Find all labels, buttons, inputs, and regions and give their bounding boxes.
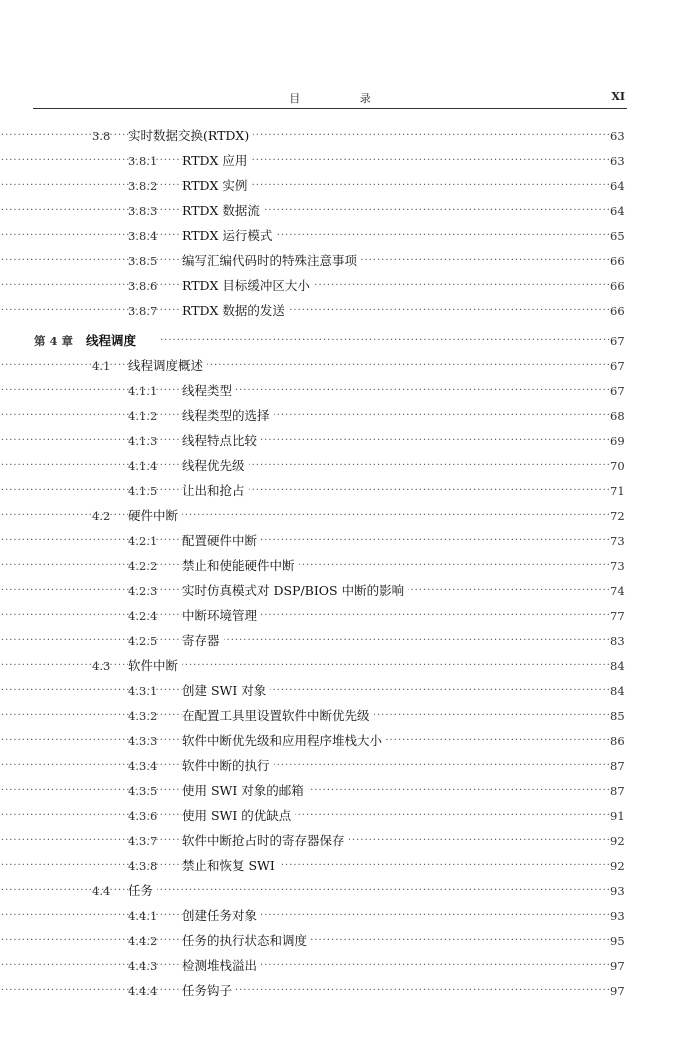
toc-entry-number: 4.3.6 <box>128 809 158 823</box>
toc-leader-dots <box>0 631 611 651</box>
toc-entry-number: 3.8.4 <box>128 229 158 243</box>
toc-entry-page: 87 <box>610 759 625 773</box>
toc-entry-title: 软件中断抢占时的寄存器保存 <box>182 831 349 851</box>
toc-leader-dots <box>0 881 611 901</box>
toc-leader-dots <box>0 756 611 776</box>
toc-entry-number: 4.1 <box>92 359 111 373</box>
toc-entry-page: 84 <box>610 659 625 673</box>
toc-entry[interactable] <box>0 706 683 726</box>
toc-entry[interactable] <box>0 806 683 826</box>
toc-leader-dots <box>0 201 611 221</box>
toc-entry[interactable] <box>0 456 683 476</box>
toc-entry-number: 4.1.4 <box>128 459 158 473</box>
header-page-number: XI <box>611 90 625 103</box>
toc-entry-title: 编写汇编代码时的特殊注意事项 <box>182 251 361 271</box>
toc-entry-title: 使用 SWI 对象的邮箱 <box>182 781 308 801</box>
toc-entry[interactable] <box>0 631 683 651</box>
toc-entry-title: 实时数据交换(RTDX) <box>128 126 253 146</box>
toc-entry[interactable] <box>0 931 683 951</box>
toc-entry-page: 64 <box>610 179 625 193</box>
toc-entry-title: 任务的执行状态和调度 <box>182 931 311 951</box>
toc-entry[interactable] <box>0 276 683 296</box>
toc-entry-page: 77 <box>610 609 625 623</box>
toc-entry[interactable] <box>0 506 683 526</box>
toc-entry[interactable] <box>0 831 683 851</box>
toc-entry-title: RTDX 数据流 <box>182 201 264 221</box>
toc-entry-number: 4.1.2 <box>128 409 158 423</box>
toc-entry-page: 67 <box>610 359 625 373</box>
toc-entry-number: 4.3.3 <box>128 734 158 748</box>
toc-entry-number: 4.4.1 <box>128 909 158 923</box>
toc-leader-dots <box>0 656 611 676</box>
toc-entry-title: 软件中断优先级和应用程序堆栈大小 <box>182 731 386 751</box>
toc-leader-dots <box>0 301 611 321</box>
toc-entry[interactable] <box>0 656 683 676</box>
toc-entry-number: 3.8.6 <box>128 279 158 293</box>
toc-leader-dots <box>0 506 611 526</box>
toc-entry-title: RTDX 数据的发送 <box>182 301 289 321</box>
toc-entry-number: 4.4.4 <box>128 984 158 998</box>
toc-entry-title: 让出和抢占 <box>182 481 249 501</box>
toc-entry[interactable] <box>0 226 683 246</box>
toc-entry[interactable] <box>0 481 683 501</box>
toc-entry-number: 4.2 <box>92 509 111 523</box>
toc-entry-number: 4.3.8 <box>128 859 158 873</box>
toc-entry-page: 87 <box>610 784 625 798</box>
toc-entry[interactable] <box>0 856 683 876</box>
toc-entry-title: 线程类型的选择 <box>182 406 274 426</box>
toc-entry-number: 3.8.5 <box>128 254 158 268</box>
toc-leader-dots <box>0 381 611 401</box>
toc-entry-number: 3.8.7 <box>128 304 158 318</box>
toc-entry[interactable] <box>0 581 683 601</box>
toc-entry[interactable] <box>0 406 683 426</box>
toc-entry-page: 72 <box>610 509 625 523</box>
toc-entry-title: 在配置工具里设置软件中断优先级 <box>182 706 374 726</box>
toc-entry[interactable] <box>0 881 683 901</box>
toc-entry-title: 使用 SWI 的优缺点 <box>182 806 295 826</box>
toc-leader-dots <box>0 481 611 501</box>
toc-entry[interactable] <box>0 356 683 376</box>
toc-entry-title: 任务钩子 <box>182 981 236 1001</box>
toc-entry-title: 检测堆栈溢出 <box>182 956 261 976</box>
toc-leader-dots <box>0 856 611 876</box>
toc-entry-number: 第 4 章 <box>34 334 74 348</box>
toc-entry-title: RTDX 实例 <box>182 176 251 196</box>
toc-entry-page: 67 <box>610 334 625 348</box>
toc-entry-title: 软件中断 <box>128 656 182 676</box>
toc-leader-dots <box>0 176 611 196</box>
toc-leader-dots <box>0 151 611 171</box>
toc-leader-dots <box>0 126 611 146</box>
toc-leader-dots <box>160 331 611 351</box>
toc-entry[interactable] <box>0 431 683 451</box>
toc-entry-page: 69 <box>610 434 625 448</box>
toc-entry-title: 禁止和恢复 SWI <box>182 856 279 876</box>
toc-entry-page: 92 <box>610 859 625 873</box>
toc-entry-number: 4.3.4 <box>128 759 158 773</box>
toc-leader-dots <box>0 606 611 626</box>
toc-entry-title: RTDX 应用 <box>182 151 251 171</box>
toc-entry-page: 71 <box>610 484 625 498</box>
toc-entry-number: 4.3.7 <box>128 834 158 848</box>
toc-entry-title: RTDX 目标缓冲区大小 <box>182 276 314 296</box>
toc-entry-page: 92 <box>610 834 625 848</box>
toc-entry-title: RTDX 运行模式 <box>182 226 276 246</box>
toc-entry[interactable] <box>0 906 683 926</box>
toc-entry[interactable] <box>0 301 683 321</box>
toc-entry-page: 70 <box>610 459 625 473</box>
toc-entry-page: 63 <box>610 154 625 168</box>
toc-entry-number: 3.8.2 <box>128 179 158 193</box>
toc-entry-title: 创建 SWI 对象 <box>182 681 270 701</box>
toc-leader-dots <box>0 226 611 246</box>
toc-leader-dots <box>0 356 611 376</box>
toc-leader-dots <box>0 531 611 551</box>
toc-entry-page: 97 <box>610 984 625 998</box>
toc-entry-page: 93 <box>610 909 625 923</box>
toc-entry-number: 4.2.3 <box>128 584 158 598</box>
header-title: 目 录 <box>289 92 399 105</box>
toc-leader-dots <box>0 406 611 426</box>
toc-entry-title: 实时仿真模式对 DSP/BIOS 中断的影响 <box>182 581 408 601</box>
toc-leader-dots <box>0 906 611 926</box>
toc-entry-title: 软件中断的执行 <box>182 756 274 776</box>
toc-entry-title: 线程调度 <box>86 331 140 351</box>
toc-entry-page: 67 <box>610 384 625 398</box>
toc-entry-title: 禁止和使能硬件中断 <box>182 556 299 576</box>
toc-entry-number: 4.2.2 <box>128 559 158 573</box>
toc-entry-page: 73 <box>610 534 625 548</box>
toc-entry-number: 4.4.3 <box>128 959 158 973</box>
toc-entry[interactable] <box>0 956 683 976</box>
toc-entry[interactable] <box>0 981 683 1001</box>
toc-entry-title: 任务 <box>128 881 157 901</box>
toc-entry[interactable] <box>0 151 683 171</box>
toc-entry[interactable] <box>0 331 683 351</box>
toc-entry-number: 4.2.4 <box>128 609 158 623</box>
toc-entry-title: 硬件中断 <box>128 506 182 526</box>
toc-entry-number: 4.3.2 <box>128 709 158 723</box>
toc-entry-title: 线程调度概述 <box>128 356 207 376</box>
toc-leader-dots <box>0 956 611 976</box>
toc-entry-page: 85 <box>610 709 625 723</box>
toc-entry-number: 3.8 <box>92 129 111 143</box>
toc-entry-page: 68 <box>610 409 625 423</box>
toc-leader-dots <box>0 806 611 826</box>
toc-entry-number: 4.3.5 <box>128 784 158 798</box>
toc-entry[interactable] <box>0 681 683 701</box>
toc-entry[interactable] <box>0 781 683 801</box>
toc-entry-number: 3.8.3 <box>128 204 158 218</box>
toc-entry-title: 线程特点比较 <box>182 431 261 451</box>
toc-entry-page: 63 <box>610 129 625 143</box>
toc-entry-page: 66 <box>610 279 625 293</box>
toc-entry-title: 线程类型 <box>182 381 236 401</box>
toc-entry[interactable] <box>0 251 683 271</box>
toc-entry-page: 65 <box>610 229 625 243</box>
toc-entry[interactable] <box>0 201 683 221</box>
toc-entry-number: 4.2.1 <box>128 534 158 548</box>
toc-entry-number: 4.3.1 <box>128 684 158 698</box>
toc-entry-title: 线程优先级 <box>182 456 249 476</box>
toc-entry-number: 4.2.5 <box>128 634 158 648</box>
toc-entry-page: 95 <box>610 934 625 948</box>
toc-entry[interactable] <box>0 126 683 146</box>
toc-entry-page: 91 <box>610 809 625 823</box>
toc-entry-page: 73 <box>610 559 625 573</box>
toc-entry-page: 66 <box>610 254 625 268</box>
toc-leader-dots <box>0 981 611 1001</box>
toc-entry[interactable] <box>0 756 683 776</box>
toc-entry-number: 4.1.3 <box>128 434 158 448</box>
toc-entry-title: 配置硬件中断 <box>182 531 261 551</box>
toc-entry[interactable] <box>0 606 683 626</box>
toc-entry-title: 中断环境管理 <box>182 606 261 626</box>
toc-leader-dots <box>0 456 611 476</box>
toc-entry-page: 93 <box>610 884 625 898</box>
toc-entry-number: 4.3 <box>92 659 111 673</box>
toc-entry-page: 74 <box>610 584 625 598</box>
toc-entry[interactable] <box>0 176 683 196</box>
toc-entry-number: 4.4 <box>92 884 111 898</box>
toc-entry-page: 83 <box>610 634 625 648</box>
toc-entry-title: 寄存器 <box>182 631 224 651</box>
toc-leader-dots <box>0 431 611 451</box>
toc-entry-number: 4.4.2 <box>128 934 158 948</box>
toc-entry-page: 97 <box>610 959 625 973</box>
page-header <box>33 88 627 109</box>
toc-entry-page: 86 <box>610 734 625 748</box>
toc-entry[interactable] <box>0 381 683 401</box>
toc-entry-number: 3.8.1 <box>128 154 158 168</box>
toc-entry[interactable] <box>0 531 683 551</box>
toc-leader-dots <box>0 681 611 701</box>
toc-entry-page: 66 <box>610 304 625 318</box>
toc-entry[interactable] <box>0 556 683 576</box>
toc-leader-dots <box>0 556 611 576</box>
toc-entry-page: 84 <box>610 684 625 698</box>
toc-entry-title: 创建任务对象 <box>182 906 261 926</box>
toc-entry[interactable] <box>0 731 683 751</box>
toc-entry-page: 64 <box>610 204 625 218</box>
toc-entry-number: 4.1.1 <box>128 384 158 398</box>
toc-entry-number: 4.1.5 <box>128 484 158 498</box>
